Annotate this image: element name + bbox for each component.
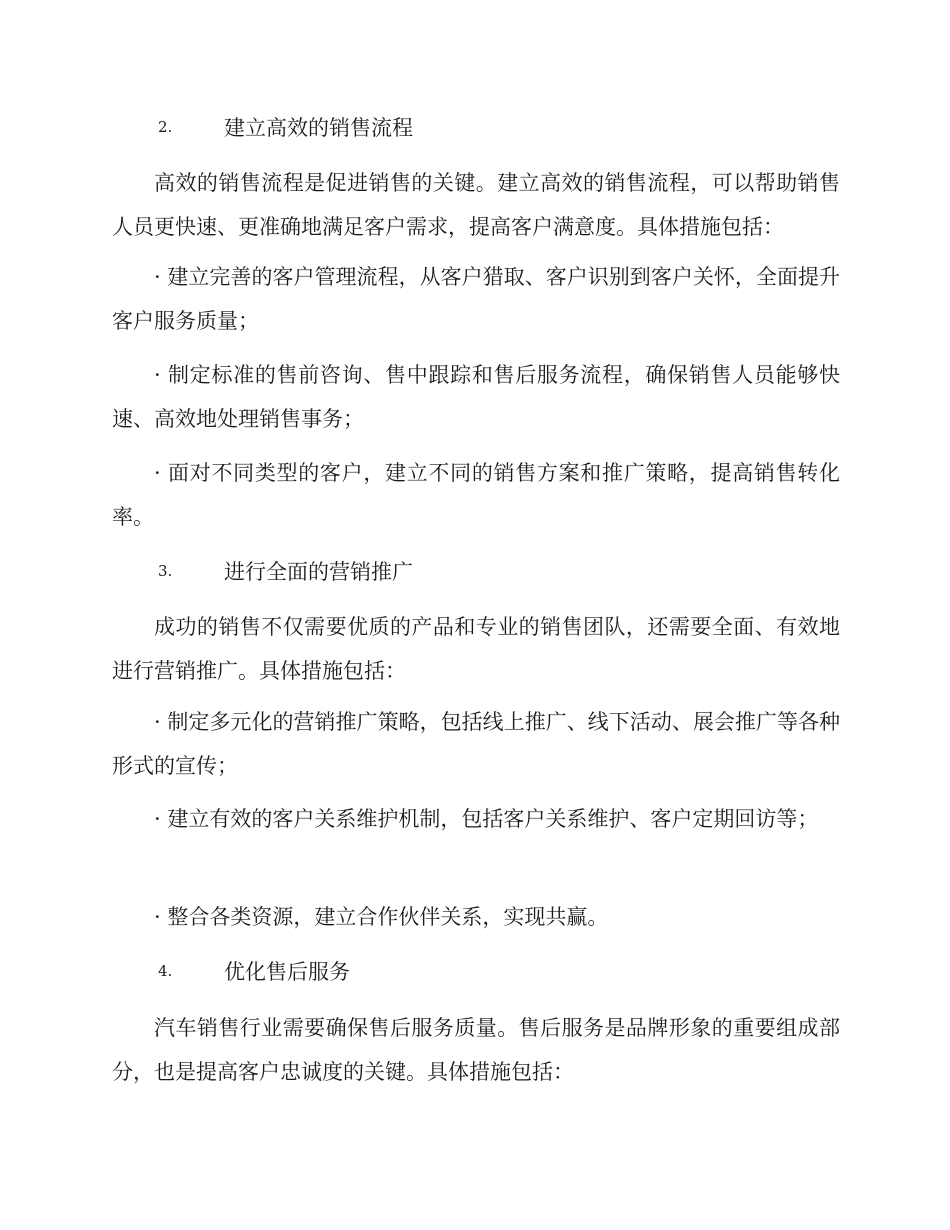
bullet-item: · 建立完善的客户管理流程，从客户猎取、客户识别到客户关怀，全面提升客户服务质量； [112, 265, 840, 333]
bullet-item: · 面对不同类型的客户，建立不同的销售方案和推广策略，提高销售转化率。 [112, 461, 840, 529]
section-heading-4 [158, 955, 350, 987]
section-number: 4. [158, 962, 173, 980]
section-title: 进行全面的营销推广 [224, 560, 413, 584]
section-heading-2 [158, 111, 413, 143]
section-title: 优化售后服务 [224, 960, 350, 984]
section-intro: 汽车销售行业需要确保售后服务质量。售后服务是品牌形象的重要组成部分，也是提高客户忠诚度的关键。具体措施包括： [112, 1016, 840, 1084]
bullet-item: · 制定标准的售前咨询、售中跟踪和售后服务流程，确保销售人员能够快速、高效地处理销售事务； [112, 363, 840, 431]
section-intro: 成功的销售不仅需要优质的产品和专业的销售团队，还需要全面、有效地进行营销推广。具体措施包括： [112, 615, 840, 683]
bullet-item: · 制定多元化的营销推广策略，包括线上推广、线下活动、展会推广等各种形式的宣传； [112, 710, 840, 778]
section-number: 3. [158, 562, 173, 580]
bullet-item: · 整合各类资源，建立合作伙伴关系，实现共赢。 [154, 905, 609, 929]
section-title: 建立高效的销售流程 [224, 116, 413, 140]
section-intro: 高效的销售流程是促进销售的关键。建立高效的销售流程，可以帮助销售人员更快速、更准确地满足客户需求，提高客户满意度。具体措施包括： [112, 171, 840, 239]
section-number: 2. [158, 118, 173, 136]
bullet-item: · 建立有效的客户关系维护机制，包括客户关系维护、客户定期回访等； [154, 807, 819, 831]
section-heading-3 [158, 555, 413, 587]
